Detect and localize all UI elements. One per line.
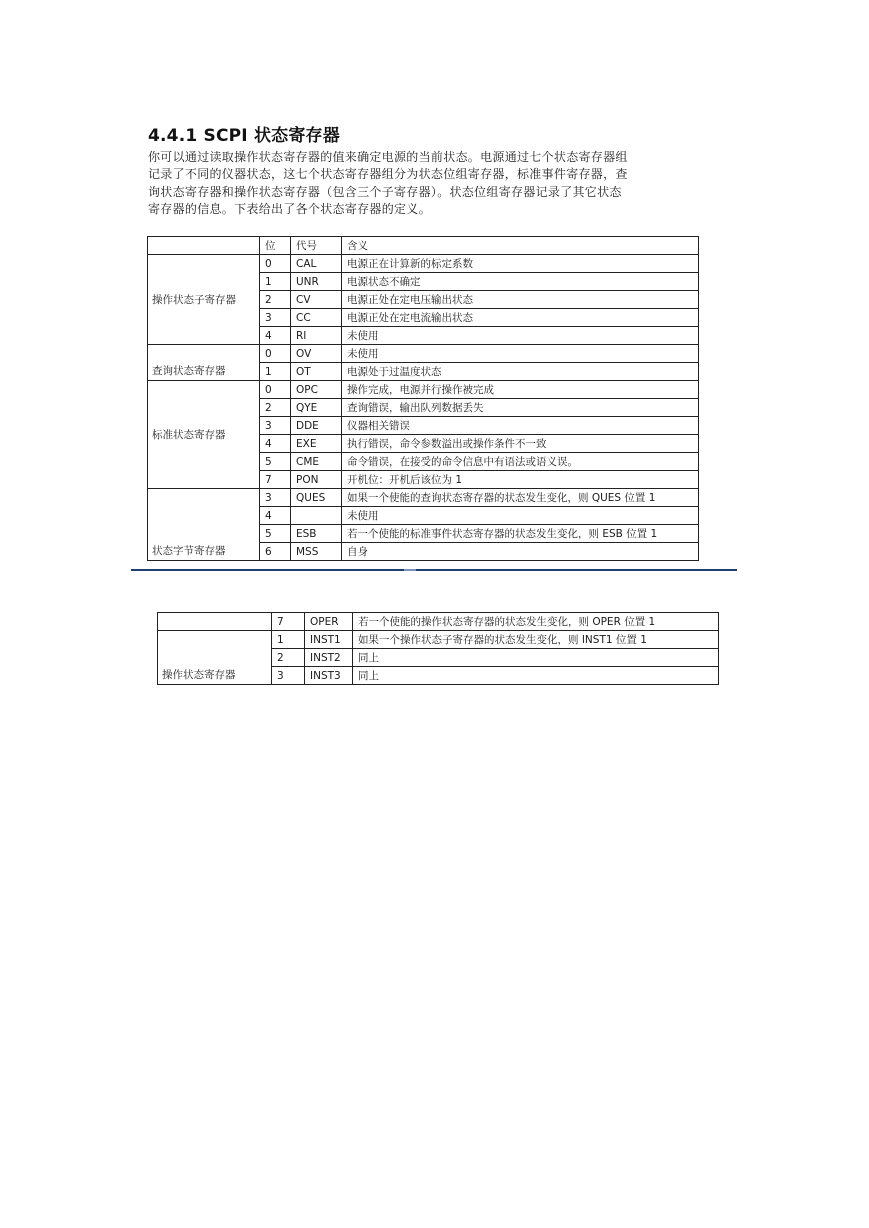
- code-cell: MSS: [291, 543, 342, 561]
- bit-cell: 2: [260, 399, 291, 417]
- meaning-cell: 查询错误，输出队列数据丢失: [342, 399, 699, 417]
- bit-cell: 5: [260, 525, 291, 543]
- bit-cell: 7: [272, 613, 305, 631]
- bit-cell: 3: [260, 489, 291, 507]
- meaning-cell: 命令错误，在接受的命令信息中有语法或语义误。: [342, 453, 699, 471]
- code-cell: OT: [291, 363, 342, 381]
- bit-cell: 4: [260, 327, 291, 345]
- intro-line: 询状态寄存器和操作状态寄存器（包含三个子寄存器）。状态位组寄存器记录了其它状态: [148, 184, 622, 199]
- register-table-continued: [157, 612, 719, 685]
- code-cell: QUES: [291, 489, 342, 507]
- bit-cell: 0: [260, 255, 291, 273]
- register-group-name: 操作状态子寄存器: [148, 255, 260, 345]
- meaning-cell: 电源正在计算新的标定系数: [342, 255, 699, 273]
- table-row: [148, 255, 699, 273]
- meaning-cell: 自身: [342, 543, 699, 561]
- section-heading: 4.4.1 SCPI 状态寄存器: [148, 126, 340, 146]
- code-cell: EXE: [291, 435, 342, 453]
- table-row: [158, 631, 719, 649]
- meaning-cell: 操作完成，电源并行操作被完成: [342, 381, 699, 399]
- intro-line: 记录了不同的仪器状态，这七个状态寄存器组分为状态位组寄存器，标准事件寄存器，查: [148, 167, 628, 182]
- meaning-cell: 同上: [353, 667, 719, 685]
- header-register: [148, 237, 260, 255]
- register-group-name: 操作状态寄存器: [158, 631, 272, 685]
- table-row: [158, 613, 719, 631]
- register-group-name: [158, 613, 272, 631]
- bit-cell: 2: [272, 649, 305, 667]
- code-cell: CME: [291, 453, 342, 471]
- meaning-cell: 电源正处在定电流输出状态: [342, 309, 699, 327]
- bit-cell: 4: [260, 507, 291, 525]
- header-bit: 位: [260, 237, 291, 255]
- bit-cell: 3: [272, 667, 305, 685]
- code-cell: DDE: [291, 417, 342, 435]
- code-cell: CV: [291, 291, 342, 309]
- code-cell: CAL: [291, 255, 342, 273]
- meaning-cell: 仪器相关错误: [342, 417, 699, 435]
- code-cell: ESB: [291, 525, 342, 543]
- table-row: [148, 345, 699, 363]
- intro-paragraph: [148, 149, 708, 218]
- meaning-cell: 若一个使能的标准事件状态寄存器的状态发生变化，则 ESB 位置 1: [342, 525, 699, 543]
- code-cell: INST2: [305, 649, 353, 667]
- code-cell: PON: [291, 471, 342, 489]
- meaning-cell: 电源处于过温度状态: [342, 363, 699, 381]
- bit-cell: 3: [260, 417, 291, 435]
- page-break-marker: [404, 569, 416, 571]
- bit-cell: 4: [260, 435, 291, 453]
- register-group-name: 标准状态寄存器: [148, 381, 260, 489]
- code-cell: RI: [291, 327, 342, 345]
- bit-cell: 3: [260, 309, 291, 327]
- header-code: 代号: [291, 237, 342, 255]
- register-group-name: 查询状态寄存器: [148, 345, 260, 381]
- code-cell: INST1: [305, 631, 353, 649]
- meaning-cell: 未使用: [342, 327, 699, 345]
- meaning-cell: 如果一个操作状态子寄存器的状态发生变化，则 INST1 位置 1: [353, 631, 719, 649]
- table-row: [148, 381, 699, 399]
- bit-cell: 1: [260, 363, 291, 381]
- table-row: [148, 489, 699, 507]
- bit-cell: 1: [272, 631, 305, 649]
- code-cell: CC: [291, 309, 342, 327]
- intro-line: 寄存器的信息。下表给出了各个状态寄存器的定义。: [148, 201, 431, 216]
- bit-cell: 2: [260, 291, 291, 309]
- page-break-line: [131, 569, 737, 571]
- meaning-cell: 电源状态不确定: [342, 273, 699, 291]
- code-cell: QYE: [291, 399, 342, 417]
- bit-cell: 0: [260, 345, 291, 363]
- meaning-cell: 未使用: [342, 345, 699, 363]
- meaning-cell: 如果一个使能的查询状态寄存器的状态发生变化，则 QUES 位置 1: [342, 489, 699, 507]
- register-group-name: 状态字节寄存器: [148, 489, 260, 561]
- code-cell: [291, 507, 342, 525]
- meaning-cell: 未使用: [342, 507, 699, 525]
- code-cell: UNR: [291, 273, 342, 291]
- register-table: [147, 236, 699, 561]
- code-cell: OPER: [305, 613, 353, 631]
- code-cell: INST3: [305, 667, 353, 685]
- meaning-cell: 同上: [353, 649, 719, 667]
- intro-line: 你可以通过读取操作状态寄存器的值来确定电源的当前状态。电源通过七个状态寄存器组: [148, 150, 628, 164]
- bit-cell: 7: [260, 471, 291, 489]
- meaning-cell: 执行错误，命令参数溢出或操作条件不一致: [342, 435, 699, 453]
- code-cell: OPC: [291, 381, 342, 399]
- header-meaning: 含义: [342, 237, 699, 255]
- meaning-cell: 若一个使能的操作状态寄存器的状态发生变化，则 OPER 位置 1: [353, 613, 719, 631]
- code-cell: OV: [291, 345, 342, 363]
- bit-cell: 6: [260, 543, 291, 561]
- bit-cell: 1: [260, 273, 291, 291]
- table-header-row: [148, 237, 699, 255]
- meaning-cell: 开机位：开机后该位为 1: [342, 471, 699, 489]
- meaning-cell: 电源正处在定电压输出状态: [342, 291, 699, 309]
- bit-cell: 0: [260, 381, 291, 399]
- bit-cell: 5: [260, 453, 291, 471]
